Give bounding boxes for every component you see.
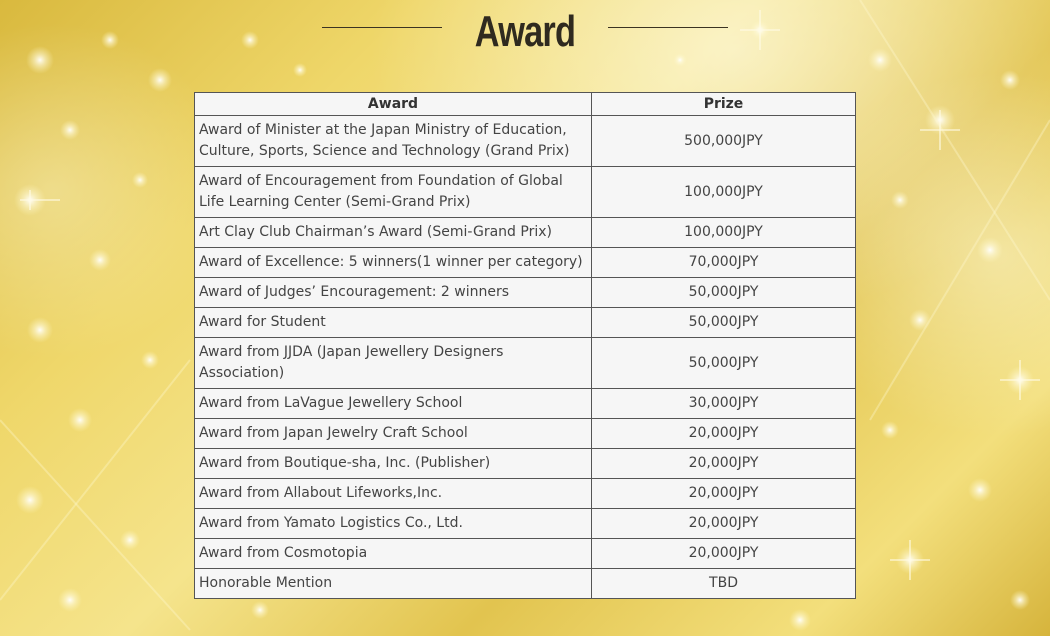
prize-cell: 30,000JPY bbox=[592, 389, 856, 419]
section-header bbox=[0, 6, 1050, 58]
table-row bbox=[195, 248, 856, 278]
award-cell: Award from JJDA (Japan Jewellery Designers Association) bbox=[195, 338, 592, 389]
table-row bbox=[195, 539, 856, 569]
award-cell: Award of Minister at the Japan Ministry of Education, Culture, Sports, Science and Technology (Grand Prix) bbox=[195, 116, 592, 167]
table-row bbox=[195, 509, 856, 539]
award-cell: Award from Boutique-sha, Inc. (Publisher) bbox=[195, 449, 592, 479]
table-row bbox=[195, 308, 856, 338]
award-table bbox=[194, 92, 856, 599]
award-cell: Award of Encouragement from Foundation of Global Life Learning Center (Semi-Grand Prix) bbox=[195, 167, 592, 218]
award-cell: Award from Allabout Lifeworks,Inc. bbox=[195, 479, 592, 509]
prize-column-header: Prize bbox=[592, 93, 856, 116]
table-row bbox=[195, 419, 856, 449]
table-header-row bbox=[195, 93, 856, 116]
prize-cell: 100,000JPY bbox=[592, 218, 856, 248]
title-divider-right bbox=[608, 27, 728, 28]
table-row bbox=[195, 116, 856, 167]
prize-cell: 100,000JPY bbox=[592, 167, 856, 218]
table-row bbox=[195, 449, 856, 479]
prize-cell: 50,000JPY bbox=[592, 278, 856, 308]
award-cell: Award from LaVague Jewellery School bbox=[195, 389, 592, 419]
prize-cell: 500,000JPY bbox=[592, 116, 856, 167]
award-cell: Honorable Mention bbox=[195, 569, 592, 599]
prize-cell: 20,000JPY bbox=[592, 539, 856, 569]
prize-cell: 20,000JPY bbox=[592, 449, 856, 479]
prize-cell: 20,000JPY bbox=[592, 419, 856, 449]
table-row bbox=[195, 278, 856, 308]
table-row bbox=[195, 389, 856, 419]
prize-cell: 50,000JPY bbox=[592, 338, 856, 389]
award-cell: Art Clay Club Chairman’s Award (Semi-Grand Prix) bbox=[195, 218, 592, 248]
award-cell: Award from Japan Jewelry Craft School bbox=[195, 419, 592, 449]
prize-cell: 70,000JPY bbox=[592, 248, 856, 278]
award-cell: Award for Student bbox=[195, 308, 592, 338]
table-row bbox=[195, 338, 856, 389]
award-cell: Award of Excellence: 5 winners(1 winner per category) bbox=[195, 248, 592, 278]
award-cell: Award of Judges’ Encouragement: 2 winners bbox=[195, 278, 592, 308]
prize-cell: TBD bbox=[592, 569, 856, 599]
award-cell: Award from Cosmotopia bbox=[195, 539, 592, 569]
table-row bbox=[195, 167, 856, 218]
prize-cell: 50,000JPY bbox=[592, 308, 856, 338]
table-row bbox=[195, 569, 856, 599]
title-divider-left bbox=[322, 27, 442, 28]
award-column-header: Award bbox=[195, 93, 592, 116]
award-cell: Award from Yamato Logistics Co., Ltd. bbox=[195, 509, 592, 539]
table-row bbox=[195, 479, 856, 509]
prize-cell: 20,000JPY bbox=[592, 509, 856, 539]
table-row bbox=[195, 218, 856, 248]
prize-cell: 20,000JPY bbox=[592, 479, 856, 509]
page-title: Award bbox=[474, 7, 576, 56]
